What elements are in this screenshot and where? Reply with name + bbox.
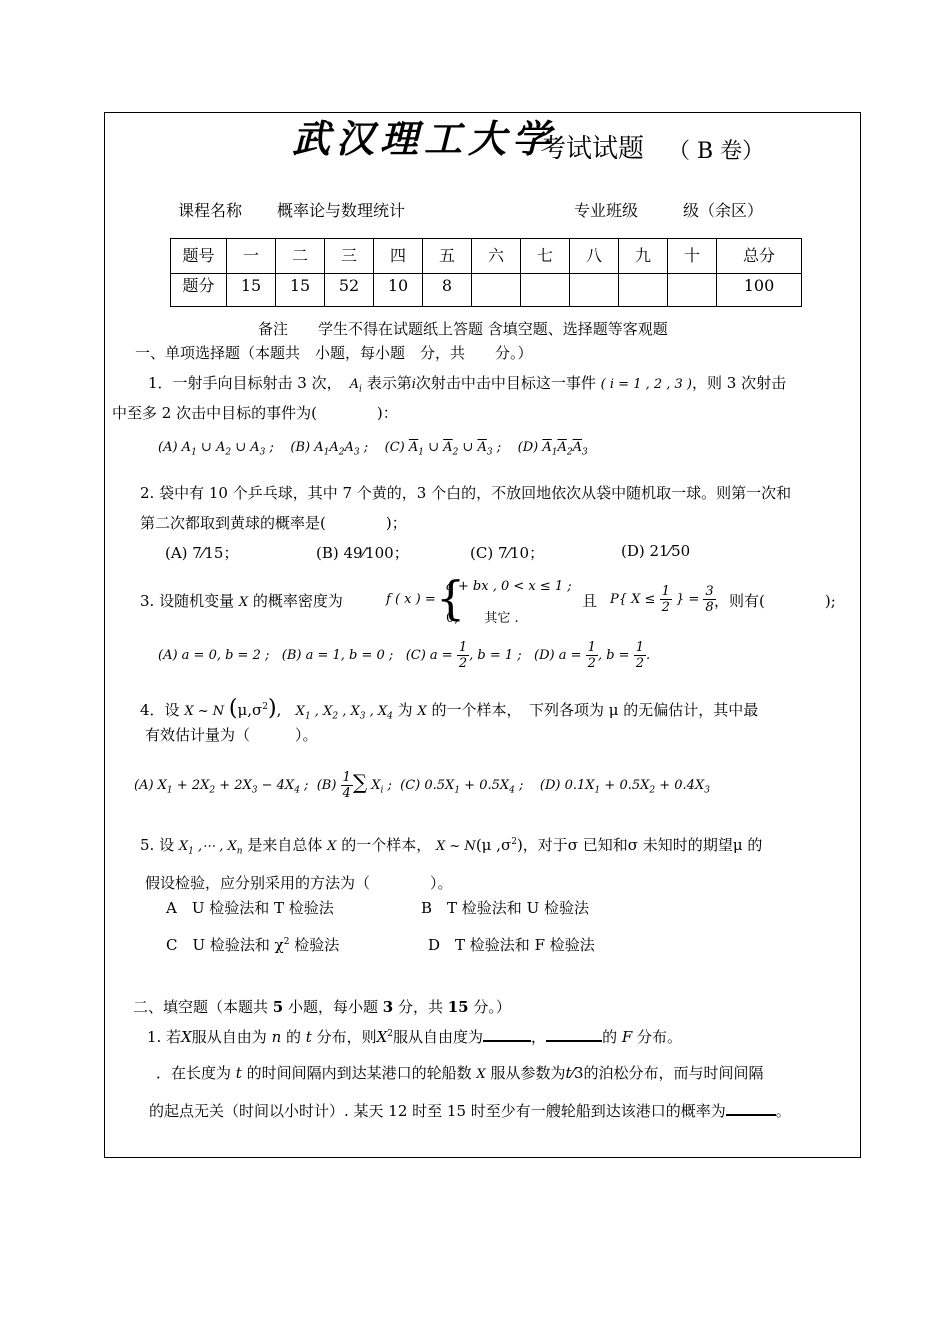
score-table-header-row xyxy=(171,239,802,274)
row-label-score: 题分 xyxy=(171,274,227,307)
q5-line2: 假设检验，应分别采用的方法为（ ）。 xyxy=(145,874,453,892)
score-cell xyxy=(619,274,668,307)
q3-text: 3. 设随机变量 X 的概率密度为 xyxy=(140,592,343,610)
exam-note: 备注 学生不得在试题纸上答题 含填空题、选择题等客观题 xyxy=(258,320,668,338)
q3-fx: f ( x ) = xyxy=(386,592,436,607)
score-cell xyxy=(668,274,717,307)
col-header: 四 xyxy=(374,239,423,274)
q2-option-c: (C) 7⁄10； xyxy=(470,544,545,562)
score-cell: 8 xyxy=(423,274,472,307)
col-header: 九 xyxy=(619,239,668,274)
q5-option-d: D T 检验法和 F 检验法 xyxy=(428,936,595,954)
col-header: 六 xyxy=(472,239,521,274)
q2-line1: 2. 袋中有 10 个乒乓球，其中 7 个黄的，3 个白的，不放回地依次从袋中随机取一球。则第一次和 xyxy=(140,484,792,502)
q3-condition: P{ X ≤ $\frac{1}{2}$ } = $\frac{3}{8}$ xyxy=(610,584,714,615)
score-cell: 15 xyxy=(227,274,276,307)
score-cell: 15 xyxy=(276,274,325,307)
col-header: 八 xyxy=(570,239,619,274)
q3-case1: a + bx , 0 < x ≤ 1 ; xyxy=(446,579,572,594)
q3-case2: 0, 其它 . xyxy=(446,611,519,626)
col-header-total: 总分 xyxy=(717,239,802,274)
q3-options: (A) a = 0, b = 2 ; (B) a = 1, b = 0 ; (C) a = $\frac{1}{2}$ , b = 1 ; (D) a = $\frac{1}{2}$ , b = $\frac{1}{2}$ . xyxy=(158,640,651,671)
s2-q2-line1: ．在长度为 t 的时间间隔内到达某港口的轮船数 X 服从参数为t⁄3的泊松分布，而与时间间隔 xyxy=(156,1064,764,1082)
q3-tail: ，则有( ); xyxy=(714,592,836,610)
row-label-number: 题号 xyxy=(171,239,227,274)
col-header: 二 xyxy=(276,239,325,274)
score-cell: 52 xyxy=(325,274,374,307)
score-cell xyxy=(570,274,619,307)
score-table xyxy=(170,238,802,307)
q5-option-c: C U 检验法和 $\chi^2$ 检验法 xyxy=(166,936,340,954)
q4-line2: 有效估计量为（ ）。 xyxy=(145,726,318,744)
blank-answer[interactable] xyxy=(726,1100,776,1116)
q5-option-a: A U 检验法和 T 检验法 xyxy=(166,899,334,917)
university-name: 武汉理工大学 xyxy=(292,116,557,161)
q5-line1: 5. 设 $X_1$ ,⋯ , $X_n$ 是来自总体 X 的一个样本， X ~ N(μ $,\sigma^2$)，对于σ 已知和σ 未知时的期望μ 的 xyxy=(140,836,763,857)
col-header: 五 xyxy=(423,239,472,274)
score-table-score-row xyxy=(171,274,802,307)
section1-title: 一、单项选择题（本题共 小题，每小题 分，共 分。） xyxy=(135,344,533,362)
course-name: 概率论与数理统计 xyxy=(277,201,406,220)
paper-type: （ B 卷） xyxy=(668,139,765,164)
q4-line1: 4．设 X ~ N $(\mu,\sigma^2)$, $X_1$ , $X_2$ , $X_3$ , $X_4$ 为 X 的一个样本， 下列各项为 μ 的无偏估计，其中最 xyxy=(140,696,759,722)
q2-option-d: (D) 21⁄50 xyxy=(621,542,691,560)
q1-options: (A) $A_1$ ∪ $A_2$ ∪ $A_3$ ; (B) $A_1A_2A_3$ ; (C) $\overline{A}_1$ ∪ $\overline{A}_2$ ∪ $\overline{A}_3$ ; (D) $\overline{A}_1\overline{A}_2\overline{A}_3$ xyxy=(158,440,588,458)
q2-option-b: (B) 49⁄100； xyxy=(316,544,409,562)
q2-line2: 第二次都取到黄球的概率是( )； xyxy=(140,514,407,532)
q1-line1: 1．一射手向目标射击 3 次， $A_i$ 表示第i次射击中击中目标这一事件 ( i = 1 , 2 , 3 )，则 3 次射击 xyxy=(148,374,787,395)
q4-options: (A) $X_1 + 2X_2 + 2X_3 - 4X_4$ ; (B) $\frac{1}{4}$ ∑ $X_i$ ; (C) $0.5X_1 + 0.5X_4$ ; (D) $0.1X_1 + 0.5X_2 + 0.4X_3$ xyxy=(134,770,710,801)
q2-option-a: (A) 7⁄15； xyxy=(165,544,239,562)
s2-q2-line2: 的起点无关（时间以小时计）. 某天 12 时至 15 时至少有一艘轮船到达该港口的概率为 。 xyxy=(149,1102,791,1120)
col-header: 一 xyxy=(227,239,276,274)
q1-line2: 中至多 2 次击中目标的事件为( )： xyxy=(112,404,398,422)
blank-answer[interactable] xyxy=(483,1026,531,1042)
score-cell-total: 100 xyxy=(717,274,802,307)
q5-option-b: B T 检验法和 U 检验法 xyxy=(421,899,589,917)
q3-brace: { xyxy=(436,571,466,625)
col-header: 十 xyxy=(668,239,717,274)
section2-title: 二、填空题（本题共 5 小题，每小题 3 分，共 15 分。） xyxy=(133,998,511,1016)
s2-q1: 1. 若X服从自由为 n 的 t 分布，则$X^2$服从自由度为 ， 的 F 分布。 xyxy=(147,1028,683,1046)
grade-text: 级（余区） xyxy=(683,201,764,220)
score-cell xyxy=(521,274,570,307)
course-label: 课程名称 xyxy=(178,201,243,220)
blank-answer[interactable] xyxy=(546,1026,602,1042)
col-header: 七 xyxy=(521,239,570,274)
score-cell: 10 xyxy=(374,274,423,307)
exam-title: 考试试题 xyxy=(540,134,645,164)
score-cell xyxy=(472,274,521,307)
major-label: 专业班级 xyxy=(574,201,639,220)
q3-and: 且 xyxy=(582,592,598,610)
col-header: 三 xyxy=(325,239,374,274)
